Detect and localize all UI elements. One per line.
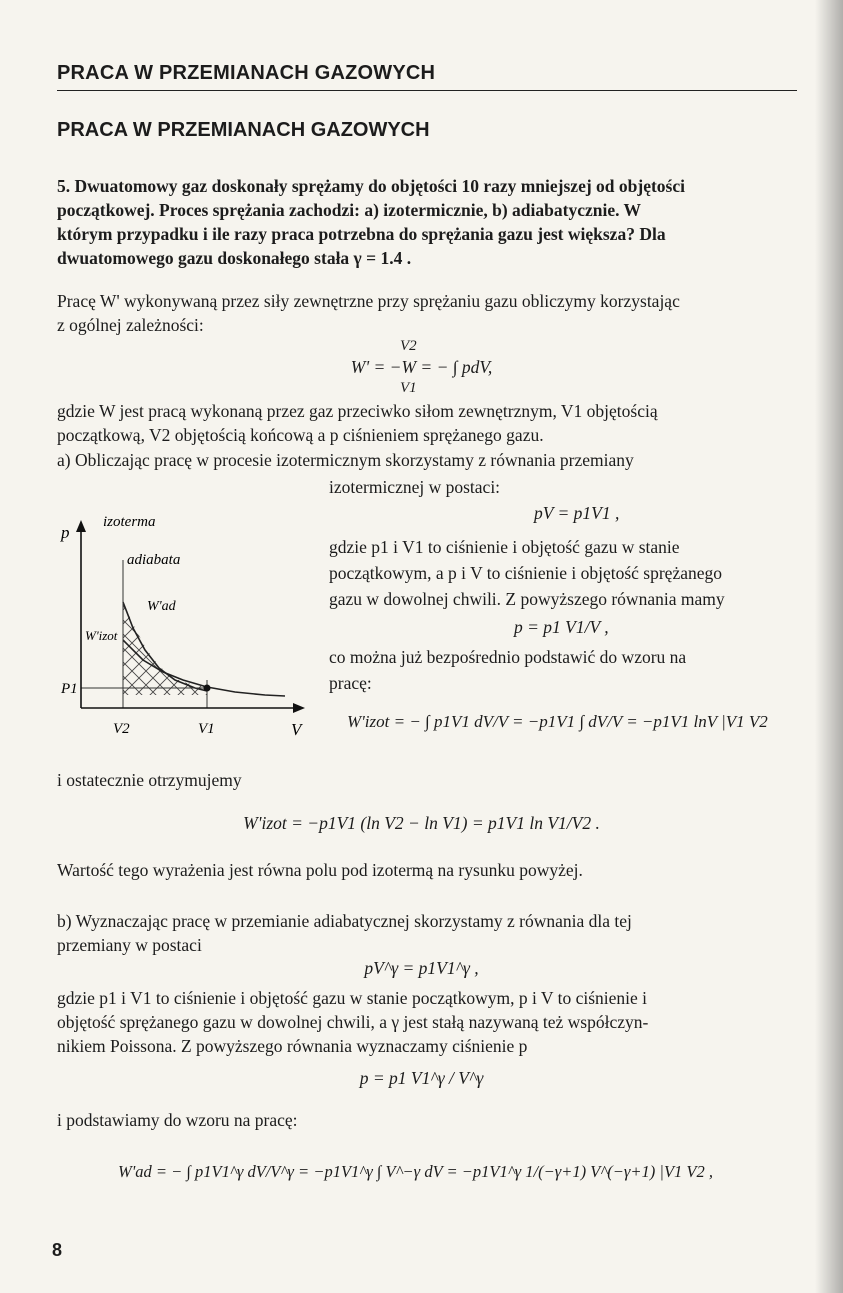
part-a-line: izotermicznej w postaci: [329, 477, 501, 497]
part-b-where-line: gdzie p1 i V1 to ciśnienie i objętość gazu w stanie początkowym, p i V to ciśnienie i [57, 988, 648, 1008]
equation-adiabat: pV^γ = p1V1^γ , [364, 958, 479, 978]
equation-p: p = p1 V1/V , [514, 617, 609, 637]
label-axis-p: p [61, 523, 70, 542]
v-axis-arrow [293, 703, 305, 713]
where-paragraph [57, 399, 817, 447]
label-adiabata: adiabata [127, 552, 181, 568]
equation-work-adiabatic: W'ad = − ∫ p1V1^γ dV/V^γ = −p1V1^γ ∫ V^−γ dV = −p1V1^γ 1/(−γ+1) V^(−γ+1) |V1 V2 , [118, 1162, 713, 1181]
limit-upper: V2 [400, 338, 417, 354]
part-b-where [57, 986, 817, 1058]
substitution-intro: i podstawiamy do wzoru na pracę: [57, 1110, 298, 1130]
problem-line: dwuatomowego gazu doskonałego stała γ = 1.4 . [57, 248, 412, 268]
equation-work-isothermal: W'izot = − ∫ p1V1 dV/V = −p1V1 ∫ dV/V = −p1V1 lnV |V1 V2 [347, 712, 768, 731]
part-a-line: początkowym, a p i V to ciśnienie i objętość sprężanego [329, 563, 722, 583]
label-v2: V2 [113, 721, 130, 737]
part-a-line: co można już bezpośrednio podstawić do wzoru na [329, 647, 687, 667]
part-a-line: gazu w dowolnej chwili. Z powyższego równania mamy [329, 589, 725, 609]
label-axis-v: V [291, 720, 302, 739]
part-b-line: przemiany w postaci [57, 935, 202, 955]
part-b-where-line: nikiem Poissona. Z powyższego równania wyznaczamy ciśnienie p [57, 1036, 528, 1056]
label-p1: P1 [61, 681, 78, 697]
page-number: 8 [52, 1240, 63, 1260]
header-rule [57, 90, 797, 91]
part-a-line: pracę: [329, 673, 372, 693]
running-head: PRACA W PRZEMIANACH GAZOWYCH [57, 62, 436, 84]
intro-line: Pracę W' wykonywaną przez siły zewnętrzne przy sprężaniu gazu obliczymy korzystając [57, 291, 680, 311]
equation-work: W' = −W = − ∫ pdV, [350, 357, 493, 377]
where-line: gdzie W jest pracą wykonaną przez gaz przeciwko siłom zewnętrznym, V1 objętością [57, 401, 658, 421]
intro-paragraph [57, 289, 817, 337]
p-axis-arrow [76, 520, 86, 532]
problem-statement [57, 174, 817, 270]
problem-line: początkowej. Proces sprężania zachodzi: a) izotermicznie, b) adiabatycznie. W [57, 200, 642, 220]
problem-line: którym przypadku i ile razy praca potrzebna do sprężania gazu jest większa? Dla [57, 224, 666, 244]
limit-lower: V1 [400, 380, 417, 396]
part-a-line: gdzie p1 i V1 to ciśnienie i objętość gazu w stanie [329, 537, 680, 557]
label-izoterma: izoterma [103, 514, 156, 530]
problem-line: 5. Dwuatomowy gaz doskonały sprężamy do objętości 10 razy mniejszej od objętości [57, 176, 685, 196]
label-v1: V1 [198, 721, 215, 737]
equation-p-adiabat: p = p1 V1^γ / V^γ [359, 1068, 484, 1088]
isotherm-note: Wartość tego wyrażenia jest równa polu pod izotermą na rysunku powyżej. [57, 860, 583, 880]
part-b-where-line: objętość sprężanego gazu w dowolnej chwili, a γ jest stałą nazywaną też współczyn- [57, 1012, 649, 1032]
label-w-izot: W'izot [85, 628, 118, 643]
equation-isotherm: pV = p1V1 , [534, 503, 620, 523]
where-line: początkową, V2 objętością końcową a p ciśnieniem sprężanego gazu. [57, 425, 544, 445]
intro-line: z ogólnej zależności: [57, 315, 204, 335]
part-a-intro: a) Obliczając pracę w procesie izotermicznym skorzystamy z równania przemiany [57, 450, 634, 470]
part-a-column [329, 474, 814, 696]
page-shadow [815, 0, 843, 1293]
part-b-intro [57, 909, 817, 957]
pv-diagram [55, 510, 320, 745]
part-b-line: b) Wyznaczając pracę w przemianie adiabatycznej skorzystamy z równania dla tej [57, 911, 632, 931]
shaded-area [123, 602, 207, 695]
final-intro: i ostatecznie otrzymujemy [57, 770, 242, 790]
state-point [204, 685, 211, 692]
equation-isothermal-final: W'izot = −p1V1 (ln V2 − ln V1) = p1V1 ln V1/V2 . [243, 813, 600, 833]
label-w-ad: W'ad [147, 599, 176, 614]
section-title: PRACA W PRZEMIANACH GAZOWYCH [57, 119, 430, 141]
